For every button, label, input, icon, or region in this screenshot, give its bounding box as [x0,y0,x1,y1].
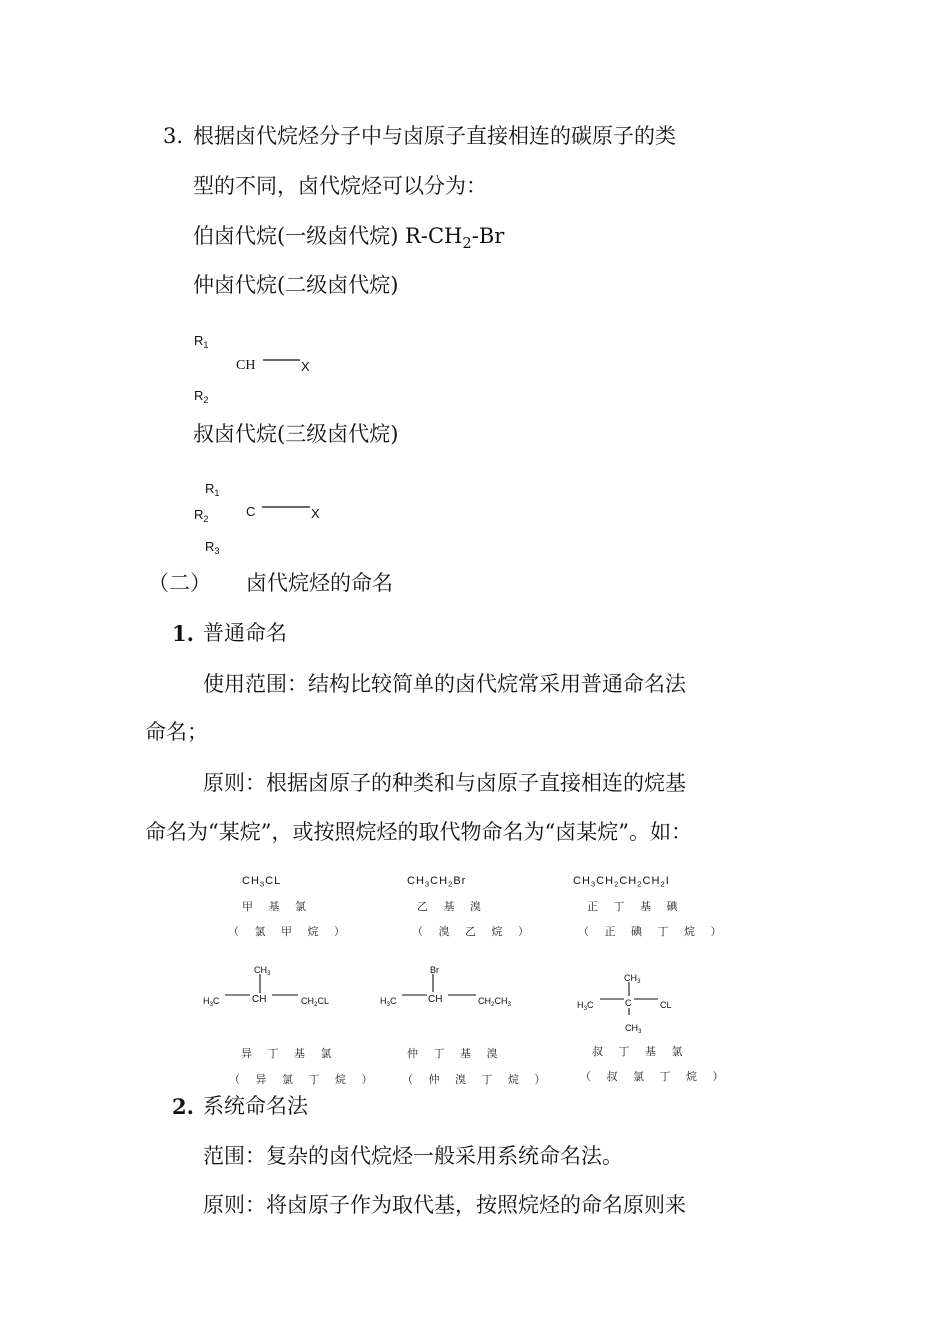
paragraph-line: 原则：将卤原子作为取代基，按照烷烃的命名原则来 [203,1193,686,1217]
paragraph-line: 范围：复杂的卤代烷烃一般采用系统命名法。 [203,1144,623,1168]
example-formula: $CH_3CL$ [242,875,282,889]
structure-r1: $R_1$ [194,333,209,351]
example-alt-name: （ 溴 乙 烷 ） [412,925,535,938]
paragraph-line: 型的不同，卤代烷烃可以分为： [193,174,487,198]
example-name: 仲 丁 基 溴 [407,1047,504,1060]
struct-center: C [625,998,632,1008]
struct-center: CH [252,994,267,1005]
example-formula: $CH_3CH_2CH_2CH_2I$ [573,875,670,889]
subsection-heading: 普通命名 [203,621,287,645]
example-name: 正 丁 基 碘 [587,900,684,913]
structure-r2: $R_2$ [194,388,209,406]
paragraph-line: 根据卤代烷烃分子中与卤原子直接相连的碳原子的类 [193,124,676,148]
example-name: 异 丁 基 氯 [241,1047,338,1060]
struct-bottom-group: $CH_3$ [625,1023,642,1036]
structure-r2: $R_2$ [194,507,209,525]
structure-x: X [301,359,310,374]
paragraph-line: 使用范围：结构比较简单的卤代烷常采用普通命名法 [203,672,686,696]
tertiary-haloalkane-label: 叔卤代烷(三级卤代烷) [193,422,399,446]
secondary-haloalkane-label: 仲卤代烷(二级卤代烷) [193,273,399,297]
subsection-number: 2. [172,1094,194,1119]
example-alt-name: （ 氯 甲 烷 ） [228,925,351,938]
paragraph-line: 原则：根据卤原子的种类和与卤原子直接相连的烷基 [203,771,686,795]
struct-top-group: Br [430,965,439,975]
struct-left-group: $H_3C$ [577,1000,594,1013]
paragraph-line: 命名； [145,720,208,744]
example-name: 乙 基 溴 [417,900,487,913]
struct-left-group: $H_3C$ [380,996,397,1009]
example-alt-name: （ 仲 溴 丁 烷 ） [402,1073,552,1086]
struct-left-group: $H_3C$ [203,996,220,1009]
struct-top-group: $CH_3$ [254,965,271,978]
structure-ch: CH [236,358,256,373]
example-formula: $CH_3CH_2Br$ [407,875,467,889]
example-alt-name: （ 异 氯 丁 烷 ） [229,1073,379,1086]
struct-right-group: $CH_2CL$ [301,996,330,1009]
primary-haloalkane-label: 伯卤代烷(一级卤代烷) $R-CH_2-Br$ [193,224,505,253]
struct-right-group: CL [660,1000,672,1010]
paragraph-line: 命名为“某烷”，或按照烷烃的取代物命名为“卤某烷”。如： [145,820,692,844]
section-heading: 卤代烷烃的命名 [246,571,393,595]
structure-c: C [246,504,256,519]
example-alt-name: （ 叔 氯 丁 烷 ） [580,1070,730,1083]
struct-center: CH [428,994,443,1005]
section-number: （二） [148,571,211,595]
item-number: 3. [163,124,184,148]
structure-r3: $R_3$ [205,539,220,557]
subsection-number: 1. [172,621,194,646]
struct-top-group: $CH_3$ [624,973,641,986]
example-alt-name: （ 正 碘 丁 烷 ） [578,925,728,938]
struct-right-group: $CH_2CH_3$ [478,996,512,1009]
structure-r1: $R_1$ [205,481,220,499]
example-name: 甲 基 氯 [242,900,312,913]
subsection-heading: 系统命名法 [203,1094,308,1118]
example-name: 叔 丁 基 氯 [592,1045,689,1058]
structure-x: X [311,506,320,521]
